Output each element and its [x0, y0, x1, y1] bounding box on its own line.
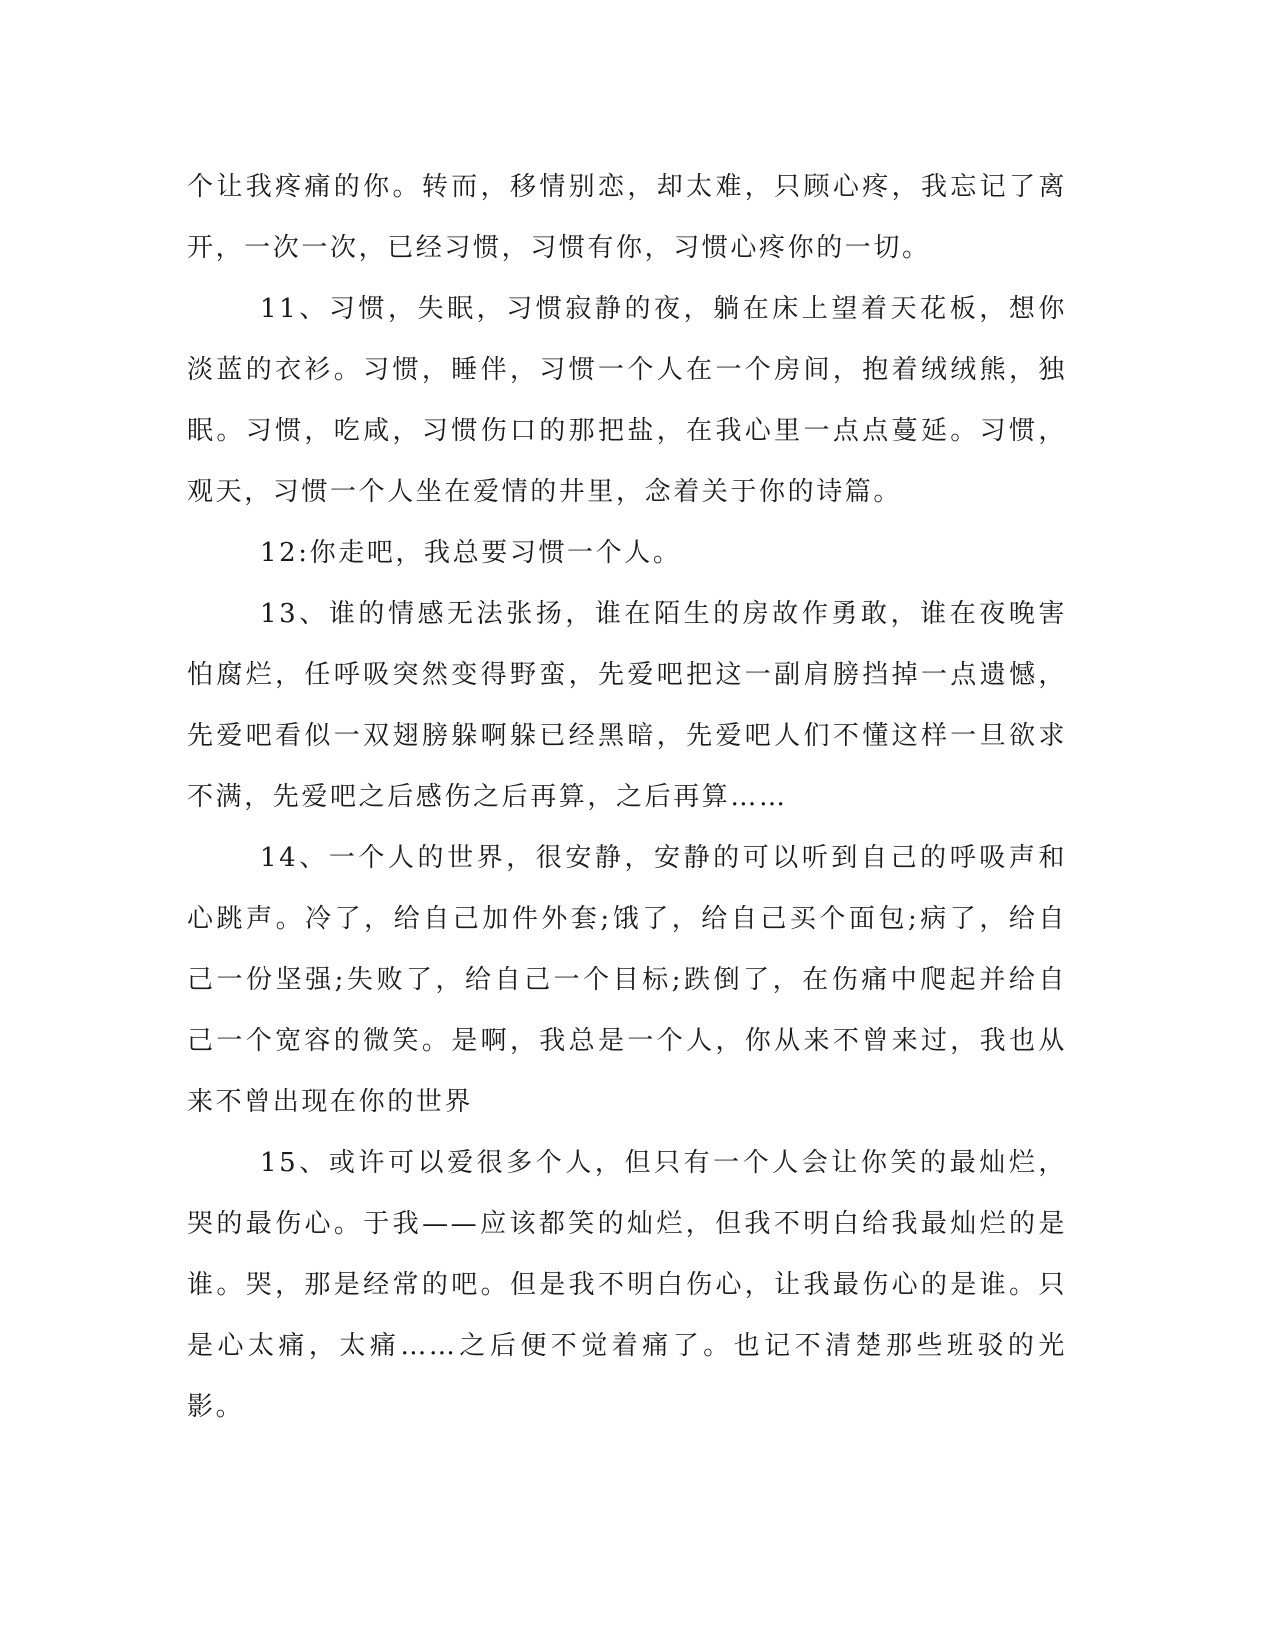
paragraph-14: 14、一个人的世界，很安静，安静的可以听到自己的呼吸声和心跳声。冷了，给自己加件外套;饿了，给自己买个面包;病了，给自己一份坚强;失败了，给自己一个目标;跌倒了，在伤痛中爬起并给自己一个宽容的微笑。是啊，我总是一个人，你从来不曾来过，我也从来不曾出现在你的世界 — [187, 843, 1067, 1117]
paragraph-continued: 个让我疼痛的你。转而，移情别恋，却太难，只顾心疼，我忘记了离开，一次一次，已经习惯，习惯有你，习惯心疼你的一切。 — [187, 172, 1067, 263]
paragraph-11: 11、习惯，失眠，习惯寂静的夜，躺在床上望着天花板，想你淡蓝的衣衫。习惯，睡伴，习惯一个人在一个房间，抱着绒绒熊，独眠。习惯，吃咸，习惯伤口的那把盐，在我心里一点点蔓延。习惯，观天，习惯一个人坐在爱情的井里，念着关于你的诗篇。 — [187, 294, 1067, 507]
document-body — [187, 157, 1067, 1438]
paragraph-12: 12:你走吧，我总要习惯一个人。 — [260, 538, 682, 568]
paragraph-13: 13、谁的情感无法张扬，谁在陌生的房故作勇敢，谁在夜晚害怕腐烂，任呼吸突然变得野蛮，先爱吧把这一副肩膀挡掉一点遗憾，先爱吧看似一双翅膀躲啊躲已经黑暗，先爱吧人们不懂这样一旦欲求不满，先爱吧之后感伤之后再算，之后再算…… — [187, 599, 1067, 812]
paragraph-15: 15、或许可以爱很多个人，但只有一个人会让你笑的最灿烂，哭的最伤心。于我——应该都笑的灿烂，但我不明白给我最灿烂的是谁。哭，那是经常的吧。但是我不明白伤心，让我最伤心的是谁。只是心太痛，太痛……之后便不觉着痛了。也记不清楚那些班驳的光影。 — [187, 1148, 1067, 1422]
